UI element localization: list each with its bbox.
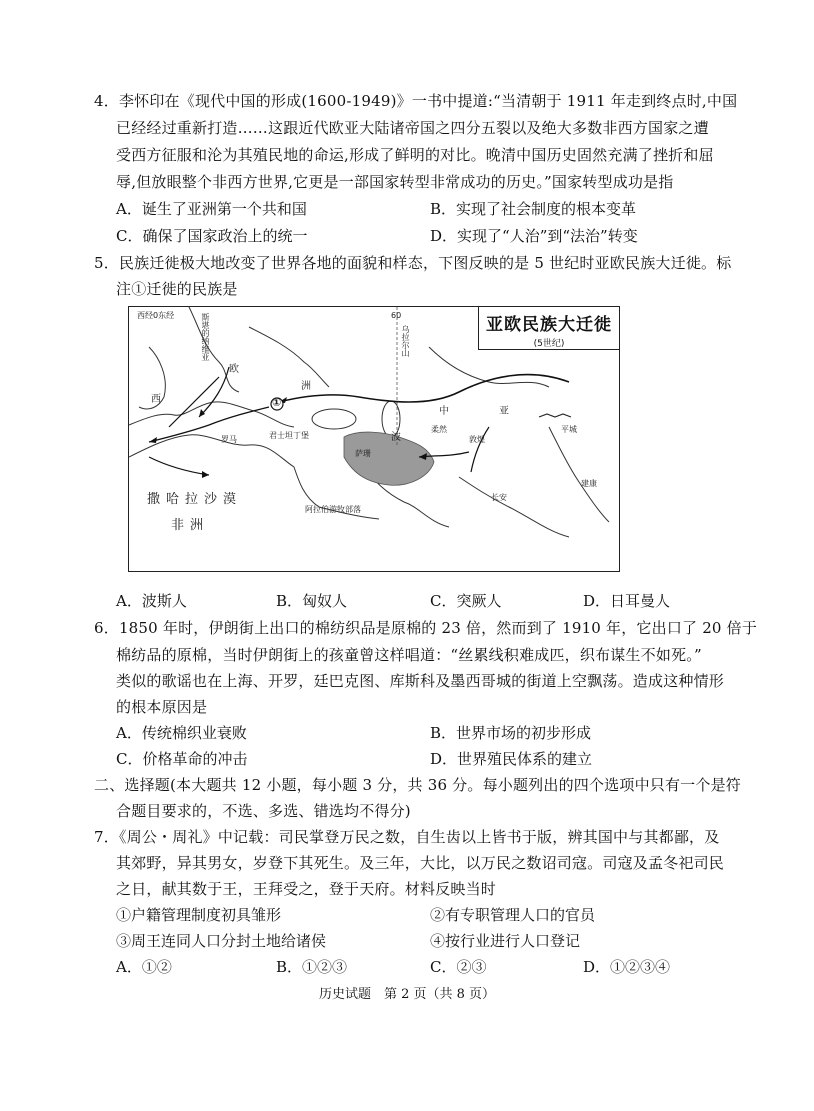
- q6-line-1: 6．1850 年时，伊朗街上出口的棉纺织品是原棉的 23 倍，然而到了 1910 年，它出口了 20 倍于: [94, 619, 758, 637]
- map-label-continent: 洲: [301, 381, 314, 392]
- q4-line-1: 4．李怀印在《现代中国的形成(1600-1949)》一书中提道:“当清朝于 1911 年走到终点时,中国: [94, 92, 738, 110]
- q6-option-a: A．传统棉织业衰败: [116, 724, 247, 742]
- map-label-dunhuang: 敦煌: [469, 435, 485, 444]
- q5-option-c: C．突厥人: [430, 592, 502, 610]
- map-label-meridian: 60: [391, 311, 402, 320]
- q5-option-b: B．匈奴人: [276, 592, 348, 610]
- q6-line-2: 棉纺品的原棉，当时伊朗街上的孩童曾这样唱道：“丝累线积难成匹，织布谋生不如死。”: [116, 646, 702, 664]
- map-label-changan: 长安: [491, 493, 507, 502]
- q4-option-a: A．诞生了亚洲第一个共和国: [116, 200, 307, 218]
- page-footer: 历史试题 第 2 页（共 8 页）: [318, 987, 496, 1002]
- map-label-sasanian: 萨珊: [355, 449, 371, 458]
- q4-option-c: C．确保了国家政治上的统一: [116, 227, 308, 245]
- q7-statement-2: ②有专职管理人口的官员: [430, 906, 596, 924]
- q5-line-1: 5．民族迁徙极大地改变了世界各地的面貌和样态，下图反映的是 5 世纪时亚欧民族大迁徙。标: [94, 254, 732, 272]
- map-label-africa: 非洲: [171, 518, 210, 533]
- map-marker-1: ①: [272, 396, 282, 409]
- map-label-rome: 罗马: [221, 435, 237, 444]
- q7-statement-3: ③周王连同人口分封土地给诸侯: [116, 932, 327, 950]
- map-label-arabia: 阿拉伯游牧部落: [305, 505, 361, 514]
- q7-statement-1: ①户籍管理制度初具雏形: [116, 906, 282, 924]
- q5-option-a: A．波斯人: [116, 592, 187, 610]
- map-legend-box: [478, 307, 619, 350]
- q4-line-2: 已经经过重新打造……这跟近代欧亚大陆诸帝国之四分五裂以及绝大多数非西方国家之遭: [116, 119, 709, 137]
- q4-line-4: 辱,但放眼整个非西方世界,它更是一部国家转型非常成功的历史。”国家转型成功是指: [116, 173, 674, 191]
- q7-line-2: 其郊野，异其男女，岁登下其死生。及三年，大比，以万民之数诏司寇。司寇及孟冬祀司民: [116, 854, 725, 872]
- map-label-sahara: 撒哈拉沙漠: [147, 492, 243, 507]
- q7-statement-4: ④按行业进行人口登记: [430, 932, 581, 950]
- map-label-west: 西: [151, 394, 164, 405]
- q5-option-d: D．日耳曼人: [583, 592, 671, 610]
- q5-line-2: 注①迁徙的民族是: [116, 280, 238, 298]
- q7-line-1: 7．《周公・周礼》中记载：司民掌登万民之数，自生齿以上皆书于版，辨其国中与其都鄙，及: [94, 828, 720, 846]
- map-label-pingcheng: 平城: [561, 425, 577, 434]
- map-label-europe: 欧: [229, 364, 242, 375]
- map-label-central: 中: [439, 406, 452, 417]
- map-label-ural: 乌拉尔山: [401, 325, 410, 357]
- map-label-longitude: 西经0东经: [137, 311, 175, 320]
- migration-map: [128, 306, 620, 572]
- map-subtitle: (5世纪): [533, 339, 565, 349]
- q6-option-d: D．世界殖民体系的建立: [430, 750, 593, 768]
- map-label-scandinavia: 斯堪的纳维亚: [201, 313, 210, 361]
- q7-option-d: D．①②③④: [583, 958, 671, 976]
- q4-option-b: B．实现了社会制度的根本变革: [430, 200, 637, 218]
- q7-line-3: 之日，献其数于王，王拜受之，登于天府。材料反映当时: [116, 880, 497, 898]
- map-label-persia: 波: [391, 432, 404, 443]
- q4-option-d: D．实现了“人治”到“法治”转变: [430, 227, 638, 245]
- map-title: 亚欧民族大迁徙: [486, 315, 612, 335]
- q6-line-4: 的根本原因是: [116, 698, 208, 716]
- section-2-line-1: 二、选择题(本大题共 12 小题，每小题 3 分，共 36 分。每小题列出的四个选项中只有一个是符: [94, 776, 741, 794]
- map-label-huns: 柔然: [431, 425, 447, 434]
- q7-option-c: C．②③: [430, 958, 487, 976]
- map-label-constantinople: 君士坦丁堡: [269, 431, 309, 440]
- q6-line-3: 类似的歌谣也在上海、开罗，廷巴克图、库斯科及墨西哥城的街道上空飘荡。造成这种情形: [116, 672, 725, 690]
- map-label-jiankang: 建康: [581, 479, 597, 488]
- q6-option-b: B．世界市场的初步形成: [430, 724, 592, 742]
- section-2-line-2: 合题目要求的，不选、多选、错选均不得分): [116, 802, 411, 820]
- q4-line-3: 受西方征服和沦为其殖民地的命运,形成了鲜明的对比。晚清中国历史固然充满了挫折和屈: [116, 146, 714, 164]
- map-label-asia: 亚: [499, 406, 512, 417]
- q7-option-b: B．①②③: [276, 958, 348, 976]
- q6-option-c: C．价格革命的冲击: [116, 750, 248, 768]
- q7-option-a: A．①②: [116, 958, 172, 976]
